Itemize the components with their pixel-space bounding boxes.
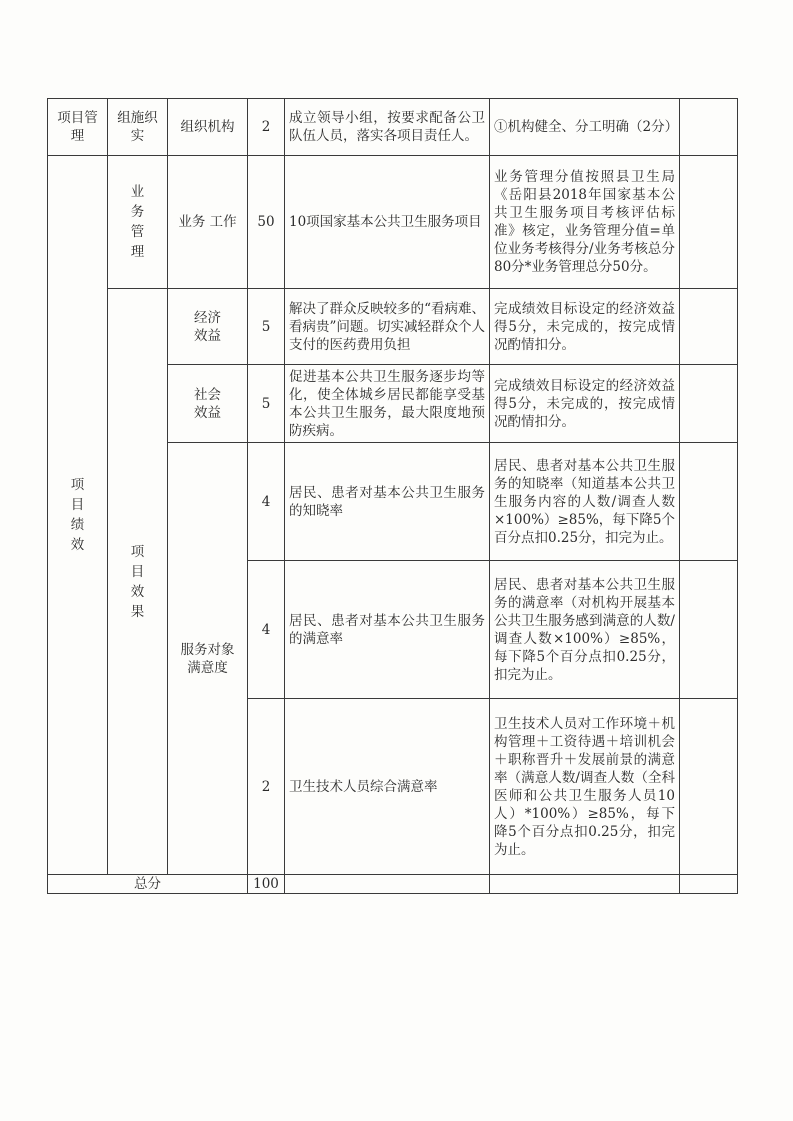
- category-project-management: [48, 99, 108, 156]
- item-social-benefit: [168, 365, 248, 443]
- subcategory-label: 业务管理: [130, 184, 145, 260]
- item-economic-benefit: [168, 289, 248, 365]
- blank-cell: [680, 365, 738, 443]
- item-label: 业务 工作: [178, 214, 237, 230]
- item-label: 组织机构: [180, 119, 235, 135]
- score-cell: 50: [248, 156, 285, 289]
- content-cell: 居民、患者对基本公共卫生服务的满意率: [285, 561, 490, 699]
- evaluation-table: [47, 98, 738, 894]
- standard-cell: 居民、患者对基本公共卫生服务的满意率（对机构开展基本公共卫生服务感到满意的人数/调查人数×100%）≥85%，每下降5个百分点扣0.25分，扣完为止。: [490, 561, 680, 699]
- blank-cell: [680, 443, 738, 561]
- score-cell: 2: [248, 99, 285, 156]
- content-cell: 成立领导小组，按要求配备公卫队伍人员，落实各项目责任人。: [285, 99, 490, 156]
- standard-cell: 完成绩效目标设定的经济效益得5分，未完成的，按完成情况酌情扣分。: [490, 365, 680, 443]
- table-row: [48, 99, 738, 156]
- standard-cell: ①机构健全、分工明确（2分）: [490, 99, 680, 156]
- score-cell: 5: [248, 365, 285, 443]
- blank-cell: [285, 875, 490, 894]
- score-cell: 4: [248, 443, 285, 561]
- item-service-satisfaction: [168, 443, 248, 875]
- score-cell: 4: [248, 561, 285, 699]
- standard-cell: 居民、患者对基本公共卫生服务的知晓率（知道基本公共卫生服务内容的人数/调查人数×100%）≥85%，每下降5个百分点扣0.25分，扣完为止。: [490, 443, 680, 561]
- blank-cell: [680, 699, 738, 875]
- content-cell: 居民、患者对基本公共卫生服务的知晓率: [285, 443, 490, 561]
- item-label: 服务对象满意度: [180, 641, 235, 676]
- table-row-total: [48, 875, 738, 894]
- standard-cell: 完成绩效目标设定的经济效益得5分，未完成的，按完成情况酌情扣分。: [490, 289, 680, 365]
- blank-cell: [490, 875, 680, 894]
- table-row: [48, 156, 738, 289]
- total-label: 总分: [48, 875, 248, 894]
- content-cell: 10项国家基本公共卫生服务项目: [285, 156, 490, 289]
- content-cell: 解决了群众反映较多的“看病难、看病贵”问题。切实减轻群众个人支付的医药费用负担: [285, 289, 490, 365]
- score-cell: 5: [248, 289, 285, 365]
- subcategory-project-effect: [108, 289, 168, 875]
- subcategory-label: 组施织实: [117, 110, 158, 144]
- standard-cell: 业务管理分值按照县卫生局《岳阳县2018年国家基本公共卫生服务项目考核评估标准》核定，业务管理分值=单位业务考核得分/业务考核总分80分*业务管理总分50分。: [490, 156, 680, 289]
- blank-cell: [680, 875, 738, 894]
- subcategory-label: 项目效果: [130, 543, 145, 620]
- item-label: 经济效益: [194, 309, 221, 344]
- subcategory-implementation: [108, 99, 168, 156]
- content-cell: 卫生技术人员综合满意率: [285, 699, 490, 875]
- table-row: [48, 289, 738, 365]
- item-organization: [168, 99, 248, 156]
- item-label: 社会效益: [194, 386, 221, 421]
- item-business-work: [168, 156, 248, 289]
- blank-cell: [680, 561, 738, 699]
- category-label: 项目管理: [57, 110, 98, 144]
- category-project-performance: [48, 156, 108, 875]
- score-cell: 2: [248, 699, 285, 875]
- blank-cell: [680, 289, 738, 365]
- content-cell: 促进基本公共卫生服务逐步均等化，使全体城乡居民都能享受基本公共卫生服务，最大限度地预防疾病。: [285, 365, 490, 443]
- subcategory-business-management: [108, 156, 168, 289]
- blank-cell: [680, 156, 738, 289]
- blank-cell: [680, 99, 738, 156]
- category-label: 项目绩效: [70, 477, 85, 553]
- standard-cell: 卫生技术人员对工作环境＋机构管理＋工资待遇＋培训机会＋职称晋升＋发展前景的满意率（满意人数/调查人数（全科医师和公共卫生服务人员10人）*100%）≥85%，每下降5个百分点扣0.25分，扣完为止。: [490, 699, 680, 875]
- total-score: 100: [248, 875, 285, 894]
